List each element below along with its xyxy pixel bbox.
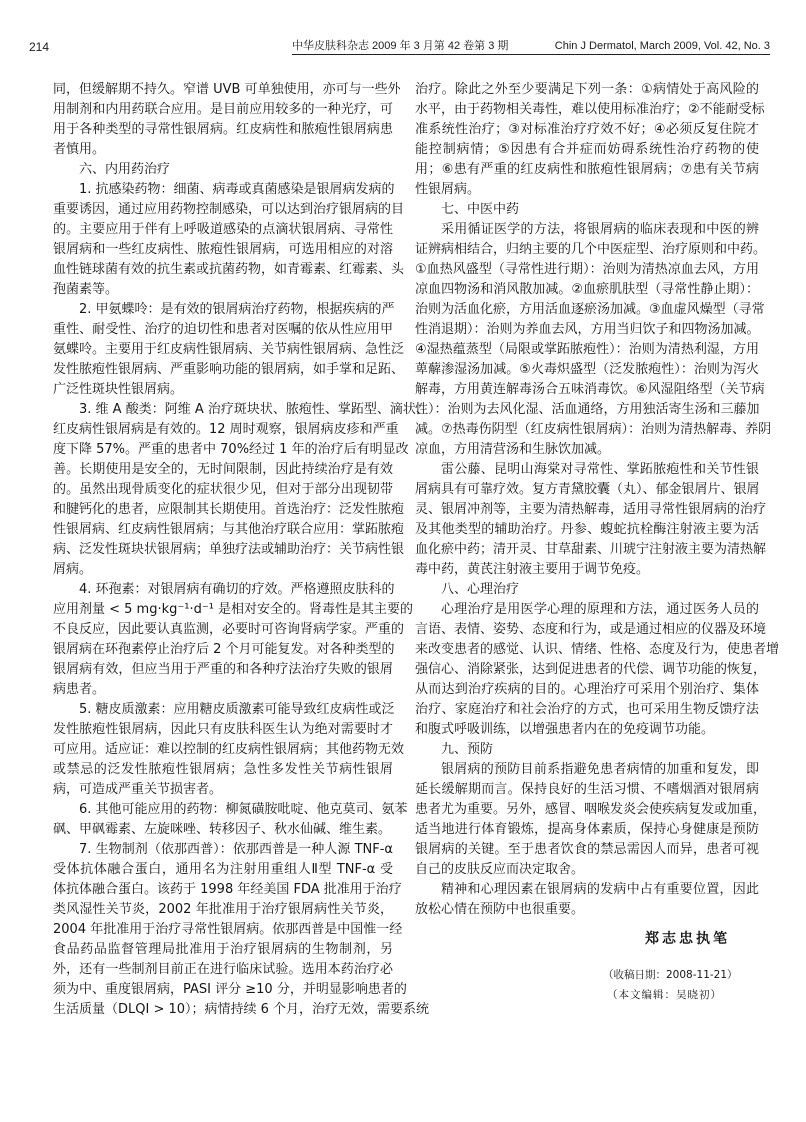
text-line: 食品药品监督管理局批准用于治疗银屑病的生物制剂，另 bbox=[53, 942, 393, 957]
text-line: 受体抗体融合蛋白，通用名为注射用重组人Ⅱ型 TNF-α 受 bbox=[53, 862, 393, 877]
text-line: 及其他类型的辅助治疗。丹参、蝮蛇抗栓酶注射液主要为活 bbox=[415, 522, 759, 537]
text-line: 病，可造成严重关节损害者。 bbox=[53, 782, 223, 797]
text-line: 适当地进行体育锻炼，提高身体素质，保持心身健康是预防 bbox=[415, 822, 759, 837]
text-line: ①血热风盛型（寻常性进行期）：治则为清热凉血去风，方用 bbox=[415, 262, 759, 277]
paragraph bbox=[53, 840, 430, 1020]
text-line: 延长缓解期而言。保持良好的生活习惯、不嗜烟酒对银屑病 bbox=[415, 782, 759, 797]
received-date: （收稿日期：2008-11-21） bbox=[603, 969, 738, 981]
text-line: 广泛性斑块性银屑病。 bbox=[53, 382, 184, 397]
text-line: 银屑病的关键。至于患者饮食的禁忌需因人而异，患者可视 bbox=[415, 842, 759, 857]
text-line: 应用剂量 < 5 mg·kg⁻¹·d⁻¹ 是相对安全的。肾毒性是其主要的 bbox=[53, 602, 414, 617]
text-line: 和腱钙化的患者，应限制其长期使用。首选治疗：泛发性脓疱 bbox=[53, 502, 405, 517]
text-line: 银屑病有效，但应当用于严重的和各种疗法治疗失败的银屑 bbox=[53, 662, 393, 677]
text-line: 砜、甲砜霉素、左旋咪唑、转移因子、秋水仙碱、维生素。 bbox=[53, 822, 392, 837]
page-number: 214 bbox=[29, 40, 50, 54]
text-line: 5. 糖皮质激素：应用糖皮质激素可能导致红皮病性或泛 bbox=[79, 702, 395, 717]
paragraph bbox=[53, 400, 429, 580]
editor-credit: （本文编辑：吴晓初） bbox=[607, 989, 722, 1001]
text-line: 精神和心理因素在银屑病的发病中占有重要位置，因此 bbox=[441, 882, 759, 897]
text-line: 红皮病性银屑病是有效的。12 周时观察，银屑病皮疹和严重 bbox=[53, 422, 399, 437]
text-line: 7. 生物制剂（依那西普）：依那西普是一种人源 TNF-α bbox=[79, 842, 393, 857]
text-line: 性银屑病、红皮病性银屑病；与其他治疗联合应用：掌跖脓疱 bbox=[53, 522, 405, 537]
text-line: 患者尤为重要。另外，感冒、咽喉发炎会使疾病复发或加重， bbox=[415, 802, 767, 817]
text-line: 度下降 57%。严重的患者中 70%经过 1 年的治疗后有明显改 bbox=[53, 442, 409, 457]
text-line: 性）：治则为去风化湿、活血通络，方用独活寄生汤和三藤加 bbox=[415, 402, 760, 417]
text-line: 用；⑥患有严重的红皮病性和脓疱性银屑病；⑦患有关节病 bbox=[415, 162, 759, 177]
text-line: 重性、耐受性、治疗的迫切性和患者对医嘱的依从性应用甲 bbox=[53, 322, 393, 337]
paragraph bbox=[53, 580, 414, 700]
text-line: 外，还有一些制剂目前正在进行临床试验。选用本药治疗必 bbox=[53, 962, 393, 977]
section-heading: 七、中医中药 bbox=[441, 202, 520, 217]
text-line: 同，但缓解期不持久。窄谱 UVB 可单独使用，亦可与一些外 bbox=[53, 82, 401, 97]
text-line: 性消退期）：治则为养血去风，方用当归饮子和四物汤加减。 bbox=[415, 322, 760, 337]
text-line: 体抗体融合蛋白。该药于 1998 年经美国 FDA 批准用于治疗 bbox=[53, 882, 402, 897]
text-line: 放松心情在预防中也很重要。 bbox=[415, 902, 585, 917]
left-column bbox=[53, 80, 430, 1020]
text-line: 者慎用。 bbox=[53, 142, 106, 157]
text-line: 4. 环孢素：对银屑病有确切的疗效。严格遵照皮肤科的 bbox=[79, 582, 395, 597]
text-line: 血性链球菌有效的抗生素或抗菌药物，如青霉素、红霉素、头 bbox=[53, 262, 405, 277]
text-line: 孢菌素等。 bbox=[53, 282, 119, 297]
text-line: 解毒，方用黄连解毒汤合五味消毒饮。⑥风湿阻络型（关节病 bbox=[415, 382, 765, 397]
text-line: 治疗、家庭治疗和社会治疗的方式，也可采用生物反馈疗法 bbox=[415, 702, 759, 717]
text-line: 类风湿性关节炎，2002 年批准用于治疗银屑病性关节炎， bbox=[53, 902, 393, 917]
text-line: 2. 甲氨蝶呤：是有效的银屑病治疗药物，根据疾病的严 bbox=[79, 302, 395, 317]
paragraph bbox=[53, 180, 405, 300]
text-line: 强信心、消除紧张，达到促进患者的代偿、调节功能的恢复， bbox=[415, 662, 767, 677]
running-header bbox=[292, 39, 770, 55]
text-line: 的。主要应用于伴有上呼吸道感染的点滴状银屑病、寻常性 bbox=[53, 222, 393, 237]
section-heading: 六、内用药治疗 bbox=[79, 162, 171, 177]
text-line: 治则为活血化瘀，方用活血逐瘀汤加减。③血虚风燥型（寻常 bbox=[415, 302, 765, 317]
text-line: 可应用。适应证：难以控制的红皮病性银屑病；其他药物无效 bbox=[53, 742, 405, 757]
text-line: 水平，由于药物相关毒性，难以使用标准治疗；②不能耐受标 bbox=[415, 102, 765, 117]
author-signature: 郑志忠执笔 bbox=[645, 931, 730, 947]
text-line: 毒中药，黄芪注射液主要用于调节免疫。 bbox=[415, 562, 650, 577]
text-line: 重要诱因，通过应用药物控制感染，可以达到治疗银屑病的目 bbox=[53, 202, 405, 217]
text-line: 病、泛发性斑块状银屑病；单独疗法或辅助治疗：关节病性银 bbox=[53, 542, 405, 557]
text-line: 雷公藤、昆明山海棠对寻常性、掌跖脓疱性和关节性银 bbox=[441, 462, 759, 477]
text-line: 灵、银屑冲剂等，主要为清热解毒，适用寻常性银屑病的治疗 bbox=[415, 502, 767, 517]
paragraph bbox=[415, 460, 767, 580]
text-line: 和腹式呼吸训练，以增强患者内在的免疫调节功能。 bbox=[415, 722, 715, 737]
text-line: 证辨病相结合，归纳主要的几个中医症型、治疗原则和中药。 bbox=[415, 242, 767, 257]
text-line: 来改变患者的感觉、认识、情绪、性格、态度及行为，使患者增 bbox=[415, 642, 780, 657]
text-line: 凉血四物汤和消风散加减。②血瘀肌肤型（寻常性静止期）： bbox=[415, 282, 759, 297]
text-line: 言语、表情、姿势、态度和行为，或是通过相应的仪器及环境 bbox=[415, 622, 767, 637]
text-line: 善。长期使用是安全的，无时间限制，因此持续治疗是有效 bbox=[53, 462, 393, 477]
text-line: 自己的皮肤反应而决定取舍。 bbox=[415, 862, 585, 877]
section-heading: 八、心理治疗 bbox=[441, 582, 520, 597]
text-line: 3. 维 A 酸类：阿维 A 治疗斑块状、脓疱性、掌跖型、滴状、 bbox=[79, 402, 429, 417]
text-line: 治疗。除此之外至少要满足下列一条：①病情处于高风险的 bbox=[415, 82, 759, 97]
journal-title-cn: 中华皮肤科杂志 2009 年 3 月第 42 卷第 3 期 bbox=[292, 40, 509, 52]
paragraph bbox=[415, 80, 765, 200]
text-line: 须为中、重度银屑病，PASI 评分 ≥10 分，并明显影响患者的 bbox=[53, 982, 407, 997]
text-line: 减。⑦热毒伤阴型（红皮病性银屑病）：治则为清热解毒、养阴 bbox=[415, 422, 772, 437]
text-line: 2004 年批准用于治疗寻常性银屑病。依那西普是中国惟一经 bbox=[53, 922, 403, 937]
text-line: 采用循证医学的方法，将银屑病的临床表现和中医的辨 bbox=[441, 222, 759, 237]
paragraph bbox=[53, 80, 401, 160]
text-line: 血化瘀中药；清开灵、甘草甜素、川琥宁注射液主要为清热解 bbox=[415, 542, 767, 557]
journal-title-en: Chin J Dermatol, March 2009, Vol. 42, No. 3 bbox=[554, 40, 770, 52]
text-line: 屑病具有可靠疗效。复方青黛胶囊（丸）、郁金银屑片、银屑 bbox=[415, 482, 760, 497]
text-line: 银屑病在环孢素停止治疗后 2 个月可能复发。对各种类型的 bbox=[53, 642, 395, 657]
text-line: 发性脓疱性银屑病，因此只有皮肤科医生认为绝对需要时才 bbox=[53, 722, 393, 737]
text-line: 准系统性治疗；③对标准治疗疗效不好；④必须反复住院才 bbox=[415, 122, 759, 137]
text-line: 病患者。 bbox=[53, 682, 106, 697]
text-line: 的。虽然出现骨质变化的症状很少见，但对于部分出现韧带 bbox=[53, 482, 393, 497]
section-heading: 九、预防 bbox=[441, 742, 494, 757]
text-line: 从而达到治疗疾病的目的。心理治疗可采用个别治疗、集体 bbox=[415, 682, 759, 697]
paragraph bbox=[415, 220, 772, 460]
text-line: 6. 其他可能应用的药物：柳氮磺胺吡啶、他克莫司、氨苯 bbox=[79, 802, 408, 817]
text-line: 用制剂和内用药联合应用。是目前应用较多的一种光疗，可 bbox=[53, 102, 393, 117]
text-line: ④湿热蕴蒸型（局限或掌跖脓疱性）：治则为清热利湿，方用 bbox=[415, 342, 759, 357]
text-line: 屑病。 bbox=[53, 562, 93, 577]
paragraph bbox=[53, 300, 405, 400]
text-line: 用于各种类型的寻常性银屑病。红皮病性和脓疱性银屑病患 bbox=[53, 122, 393, 137]
paragraph bbox=[415, 600, 780, 740]
text-line: 心理治疗是用医学心理的原理和方法，通过医务人员的 bbox=[441, 602, 759, 617]
text-line: 发性脓疱性银屑病、严重影响功能的银屑病，如手掌和足跖、 bbox=[53, 362, 405, 377]
text-line: 银屑病和一些红皮病性、脓疱性银屑病，可选用相应的对溶 bbox=[53, 242, 393, 257]
text-line: 1. 抗感染药物：细菌、病毒或真菌感染是银屑病发病的 bbox=[79, 182, 395, 197]
text-line: 生活质量（DLQI > 10）；病情持续 6 个月，治疗无效，需要系统 bbox=[53, 1002, 430, 1017]
paragraph bbox=[415, 880, 759, 920]
text-line: 性银屑病。 bbox=[415, 182, 481, 197]
right-column bbox=[415, 80, 780, 920]
paragraph bbox=[415, 760, 767, 880]
text-line: 或禁忌的泛发性脓疱性银屑病；急性多发性关节病性银屑 bbox=[53, 762, 393, 777]
text-line: 能控制病情；⑤因患有合并症而妨碍系统性治疗药物的使 bbox=[415, 142, 759, 157]
text-line: 凉血，方用清营汤和生脉饮加减。 bbox=[415, 442, 611, 457]
paragraph bbox=[53, 700, 405, 800]
text-line: 不良反应，因此要认真监测，必要时可咨询肾病学家。严重的 bbox=[53, 622, 405, 637]
text-line: 氨蝶呤。主要用于红皮病性银屑病、关节病性银屑病、急性泛 bbox=[53, 342, 405, 357]
text-line: 银屑病的预防目前系指避免患者病情的加重和复发，即 bbox=[441, 762, 759, 777]
text-line: 萆薢渗湿汤加减。⑤火毒炽盛型（泛发脓疱性）：治则为泻火 bbox=[415, 362, 759, 377]
paragraph bbox=[53, 800, 408, 840]
